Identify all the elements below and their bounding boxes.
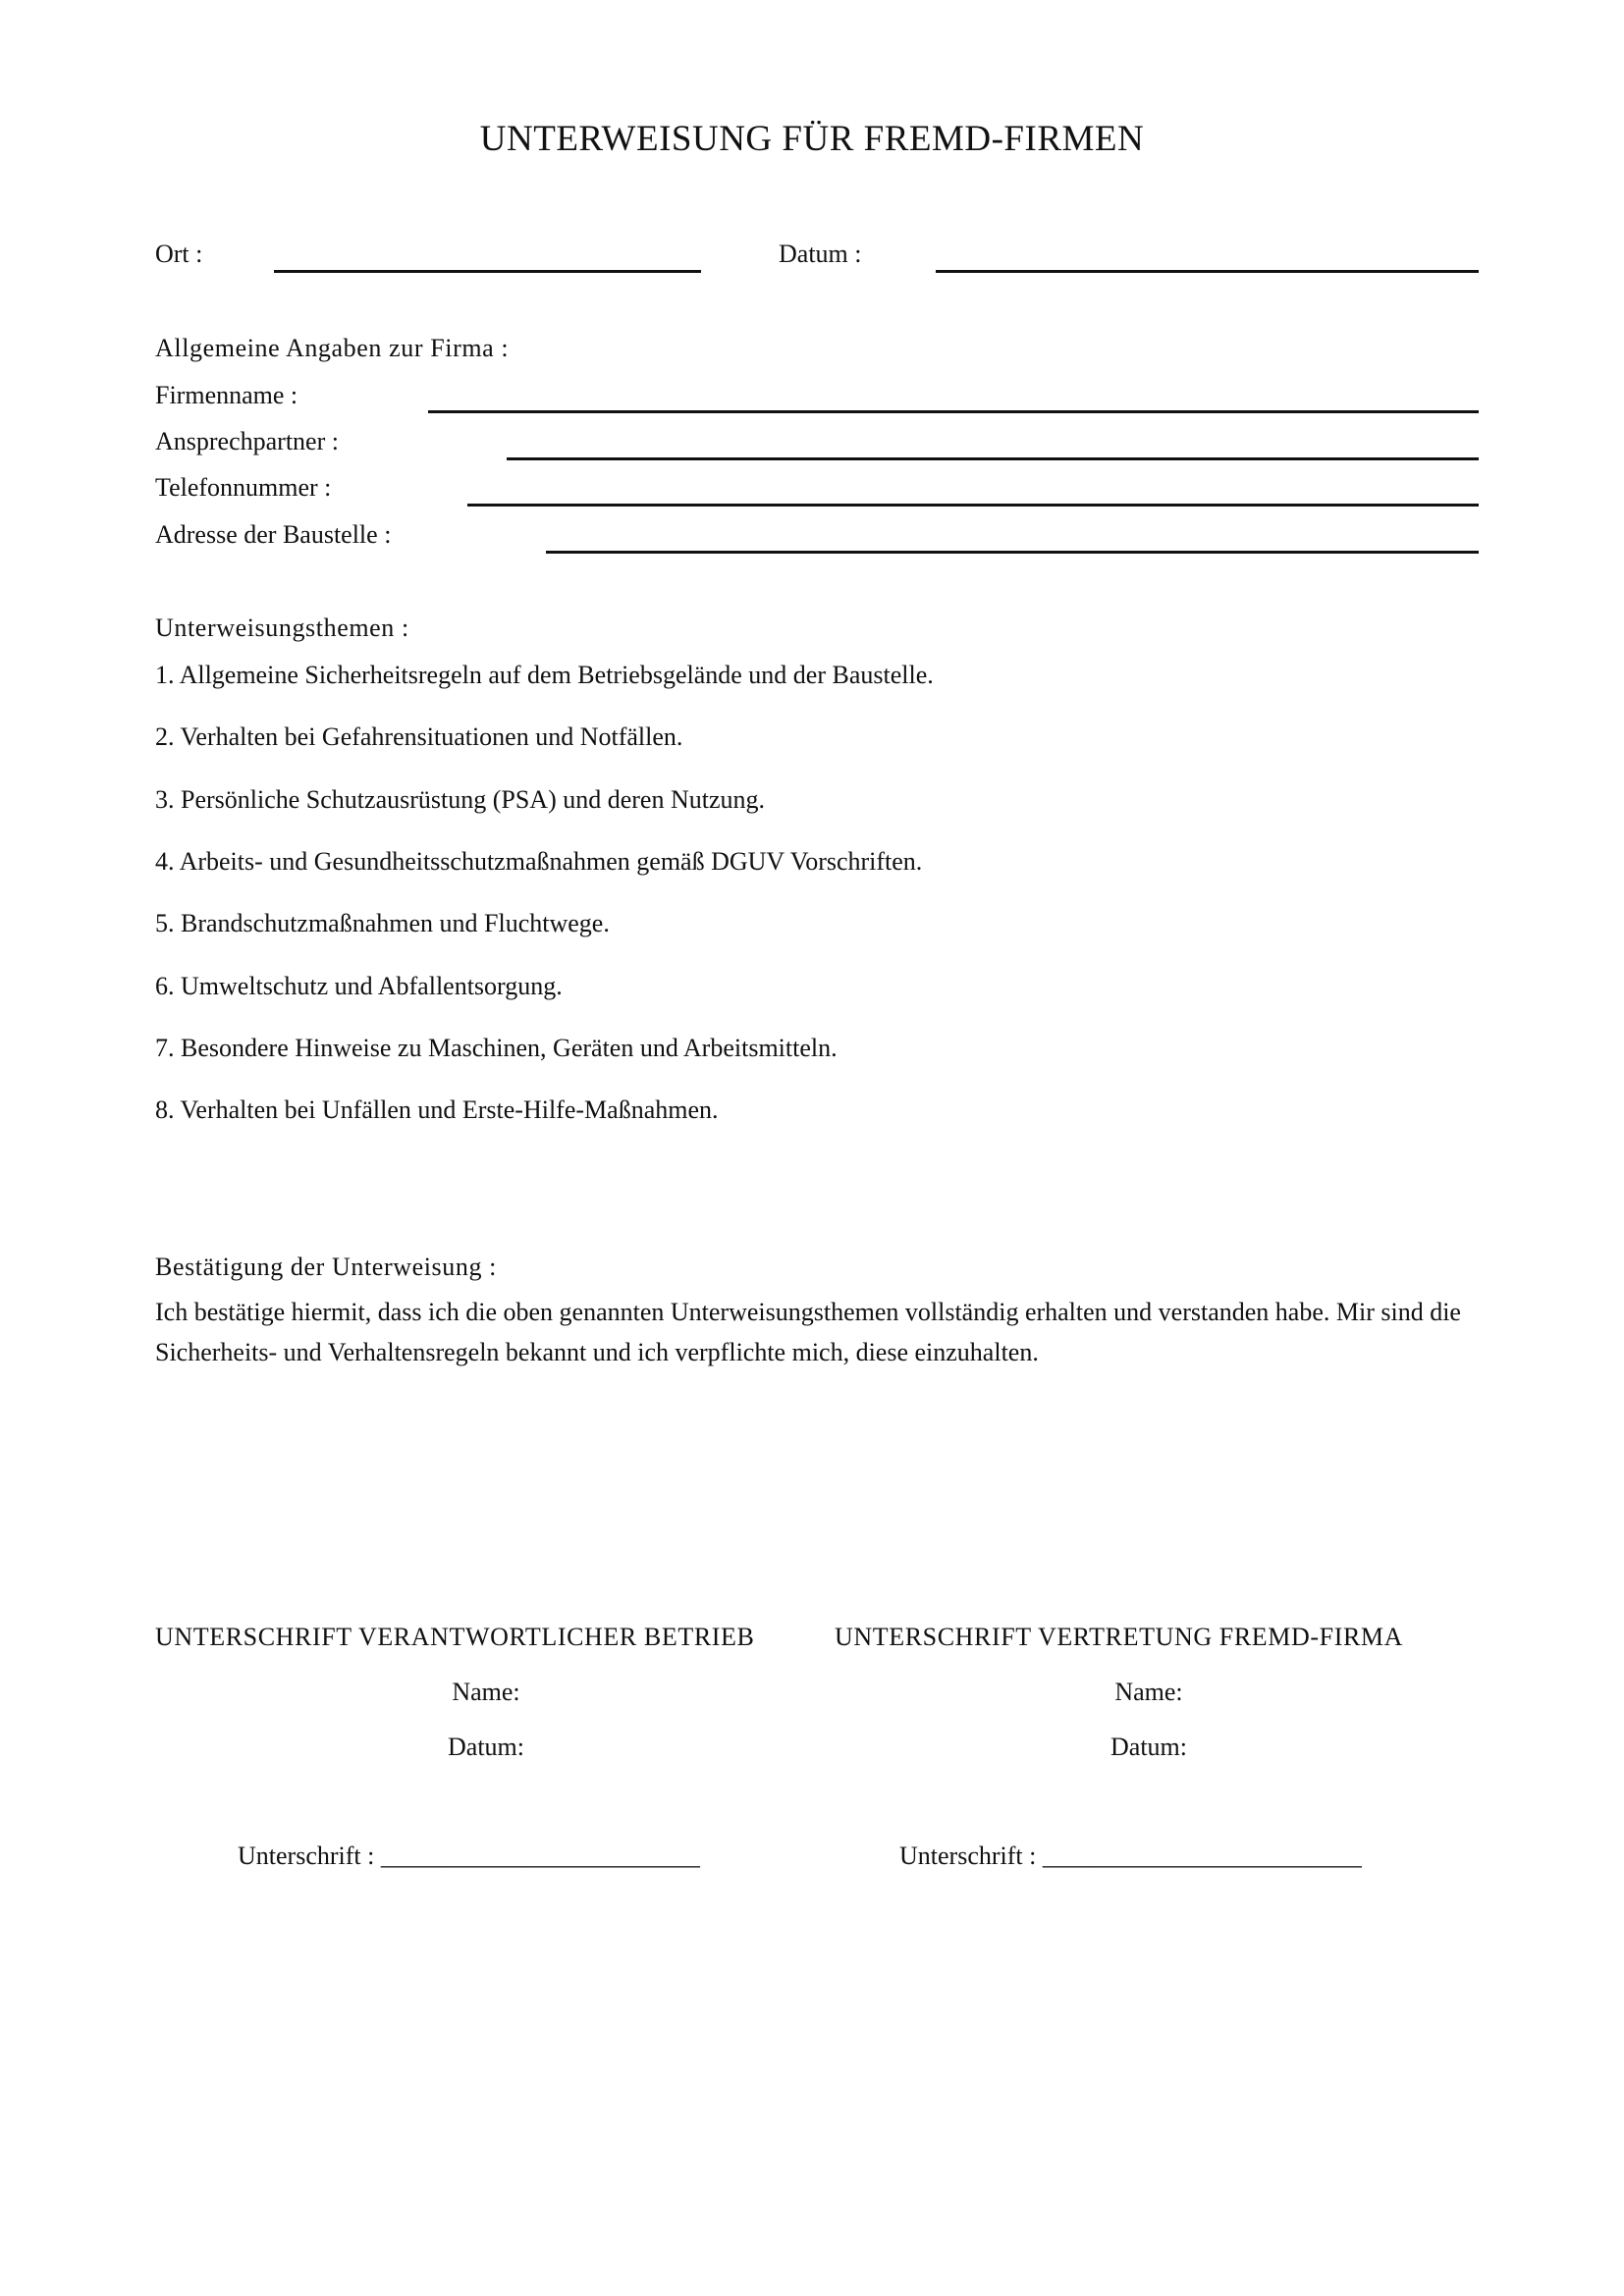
telefonnummer-input-line[interactable]: [467, 504, 1479, 507]
confirmation-heading: Bestätigung der Unterweisung :: [155, 1253, 497, 1281]
topic-item: 1. Allgemeine Sicherheitsregeln auf dem Betriebsgelände und der Baustelle.: [155, 661, 934, 689]
document-title: UNTERWEISUNG FÜR FREMD-FIRMEN: [479, 119, 1145, 159]
signature-heading-betrieb: UNTERSCHRIFT VERANTWORTLICHER BETRIEB: [155, 1623, 755, 1651]
firmenname-input-line[interactable]: [428, 410, 1479, 413]
topic-item: 5. Brandschutzmaßnahmen und Fluchtwege.: [155, 909, 610, 937]
topics-heading: Unterweisungsthemen :: [155, 614, 409, 642]
baustelle-address-input-line[interactable]: [546, 551, 1479, 554]
left-signature-line[interactable]: Unterschrift : _________________________: [238, 1842, 700, 1870]
topic-item: 7. Besondere Hinweise zu Maschinen, Geräten und Arbeitsmitteln.: [155, 1034, 838, 1062]
topic-item: 8. Verhalten bei Unfällen und Erste-Hilfe-Maßnahmen.: [155, 1095, 719, 1124]
confirmation-text: Ich bestätige hiermit, dass ich die oben genannten Unterweisungsthemen vollständig erhalten und verstanden habe. Mir sind die Sicherheits- und Verhaltensregeln bekannt und ich verpflichte mich, diese einzuhalten.: [155, 1298, 1461, 1366]
left-name-label: Name:: [452, 1678, 520, 1706]
telefonnummer-label: Telefonnummer :: [155, 473, 332, 502]
ansprechpartner-label: Ansprechpartner :: [155, 427, 339, 455]
topic-item: 3. Persönliche Schutzausrüstung (PSA) und deren Nutzung.: [155, 785, 766, 814]
datum-input-line[interactable]: [936, 270, 1479, 273]
right-signature-line[interactable]: Unterschrift : _________________________: [899, 1842, 1362, 1870]
right-date-label: Datum:: [1110, 1733, 1187, 1761]
baustelle-address-label: Adresse der Baustelle :: [155, 520, 392, 549]
company-heading: Allgemeine Angaben zur Firma :: [155, 334, 510, 362]
left-date-label: Datum:: [448, 1733, 524, 1761]
topic-item: 2. Verhalten bei Gefahrensituationen und Notfällen.: [155, 722, 683, 751]
ort-label: Ort :: [155, 240, 203, 268]
topic-item: 4. Arbeits- und Gesundheitsschutzmaßnahmen gemäß DGUV Vorschriften.: [155, 847, 923, 876]
datum-label: Datum :: [779, 240, 862, 268]
ort-input-line[interactable]: [274, 270, 701, 273]
ansprechpartner-input-line[interactable]: [507, 457, 1479, 460]
signature-heading-fremdfirma: UNTERSCHRIFT VERTRETUNG FREMD-FIRMA: [835, 1623, 1403, 1651]
firmenname-label: Firmenname :: [155, 381, 298, 409]
topic-item: 6. Umweltschutz und Abfallentsorgung.: [155, 972, 563, 1000]
right-name-label: Name:: [1114, 1678, 1183, 1706]
